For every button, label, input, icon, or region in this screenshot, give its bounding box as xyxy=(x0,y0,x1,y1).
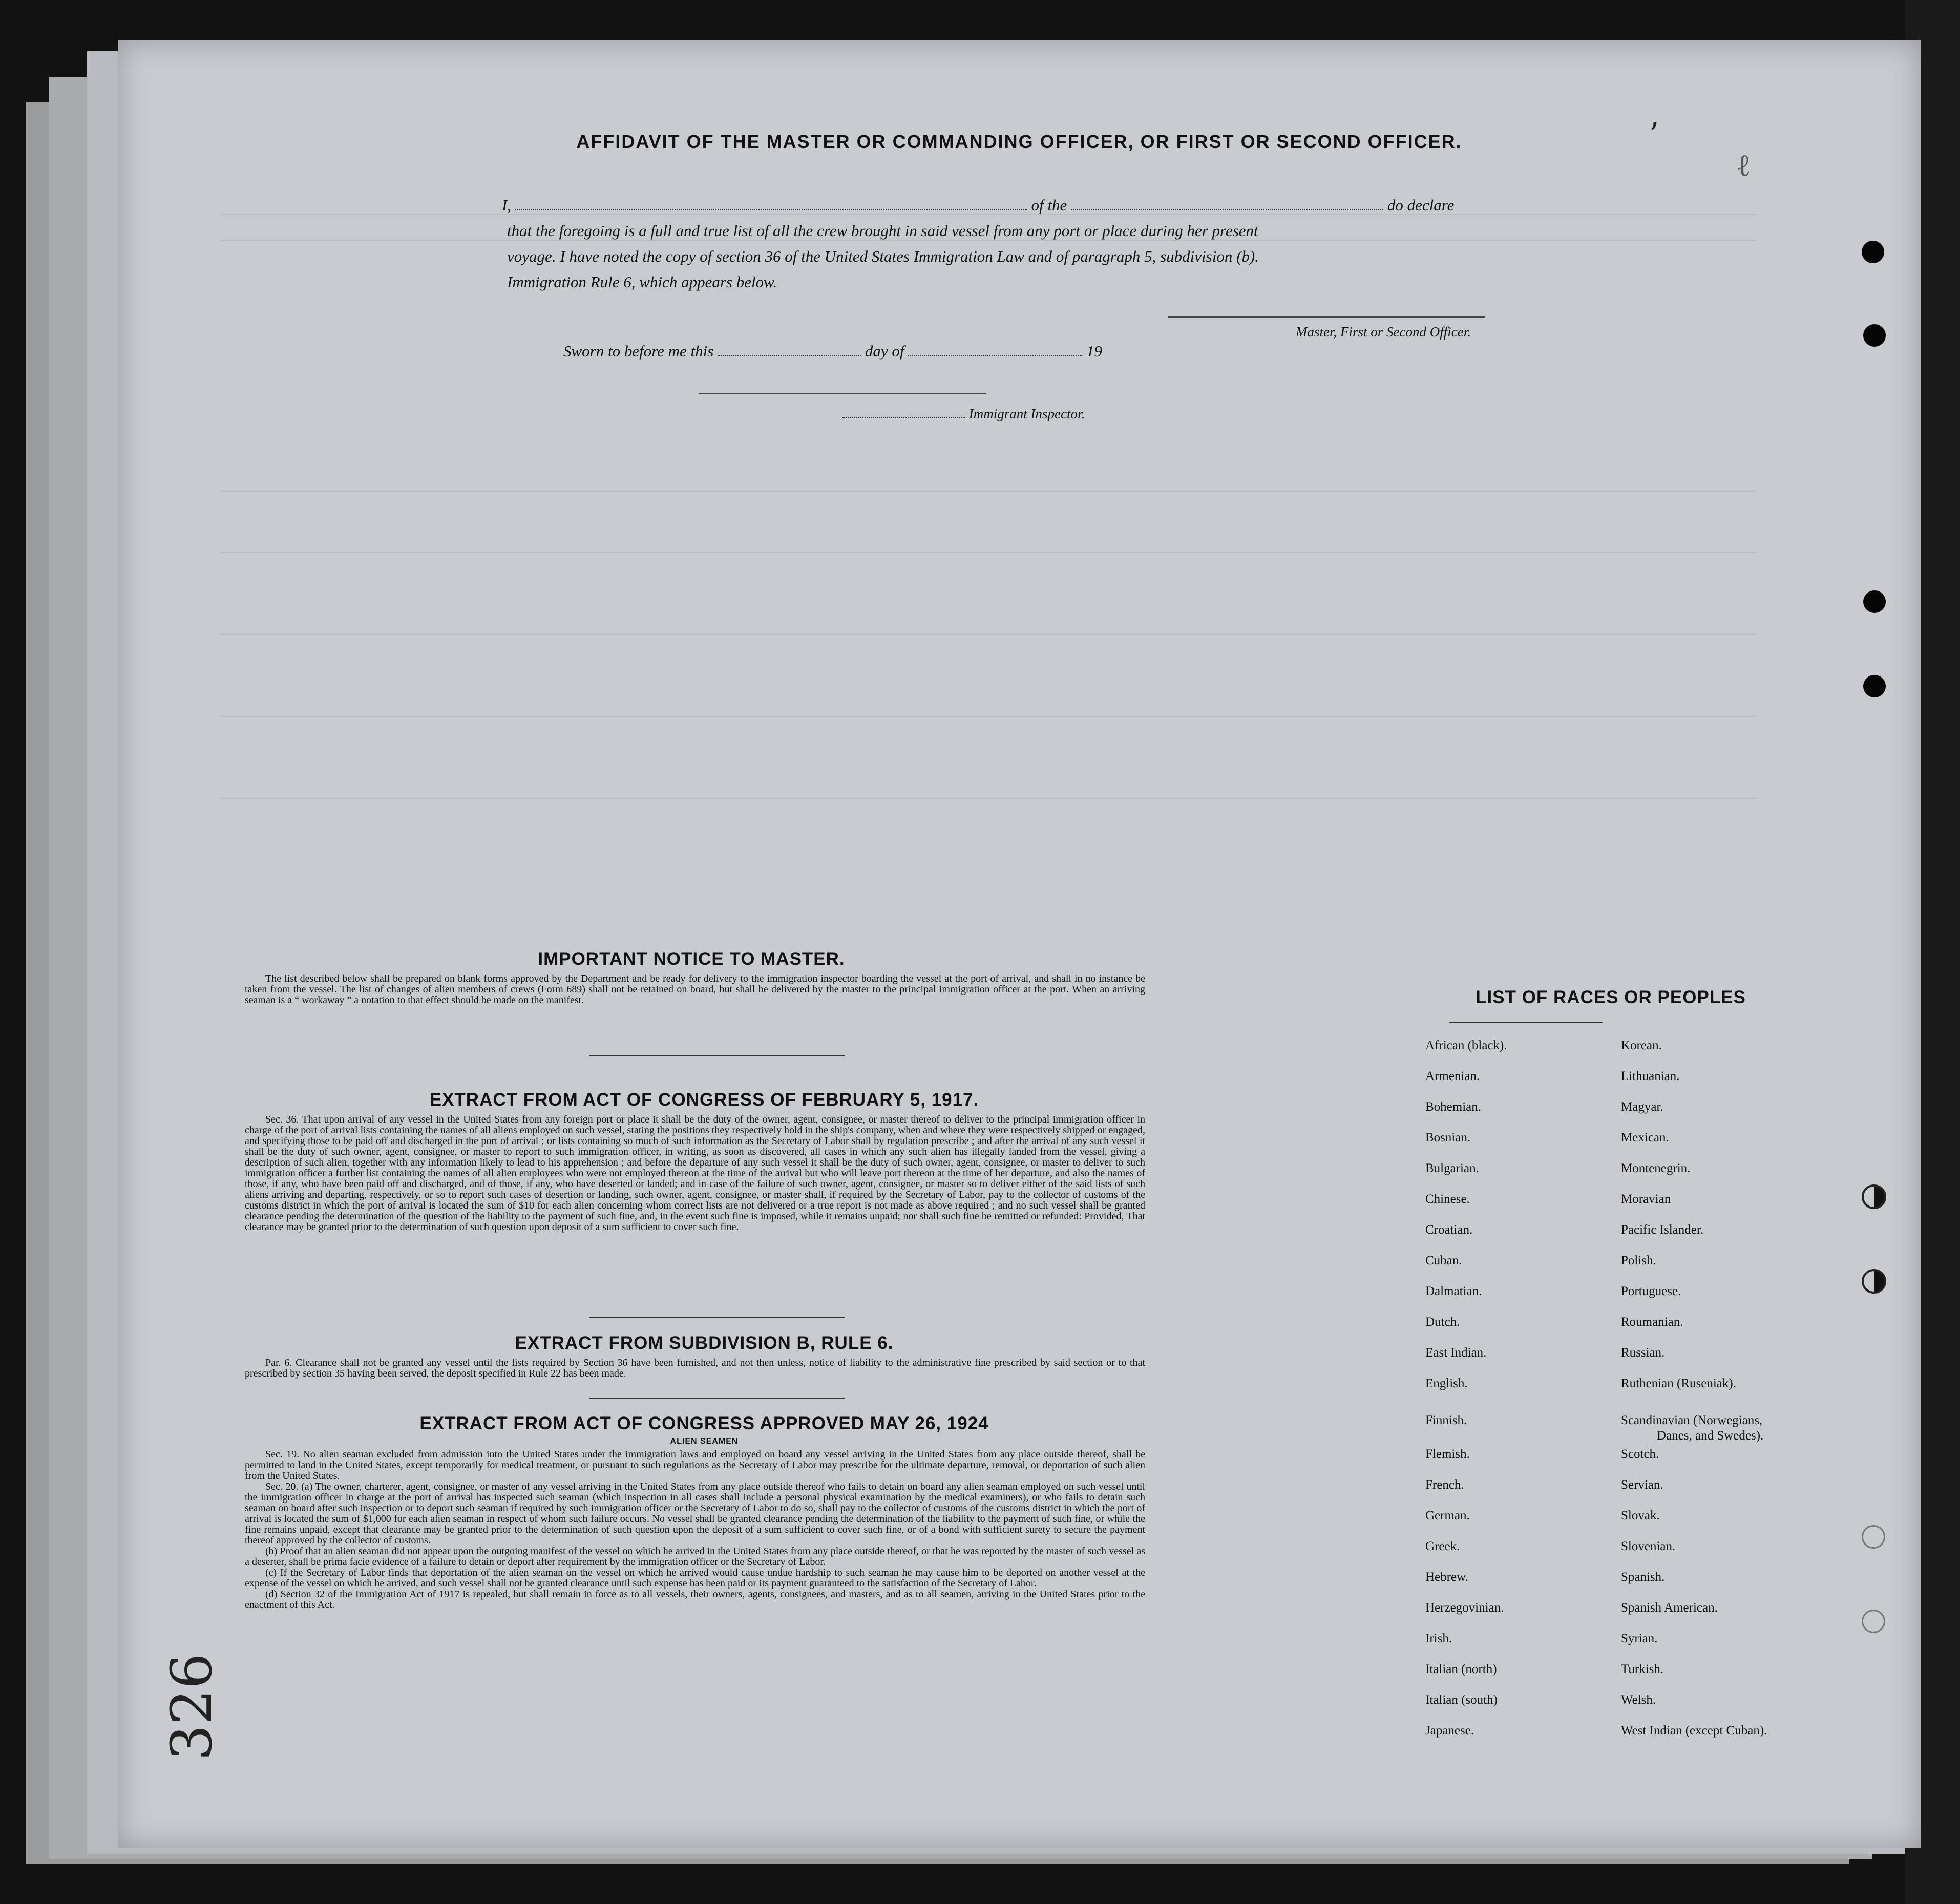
punch-hole-icon xyxy=(1863,590,1886,613)
race-item: Mexican. xyxy=(1621,1131,1669,1145)
race-item: West Indian (except Cuban). xyxy=(1621,1724,1767,1738)
race-item: Scotch. xyxy=(1621,1447,1659,1461)
inspector-label-text: Immigrant Inspector. xyxy=(968,406,1085,421)
affidavit-declaration-line xyxy=(502,196,1649,215)
race-item: Finnish. xyxy=(1425,1413,1467,1427)
race-item: Flemish. xyxy=(1425,1447,1470,1461)
race-item: Bohemian. xyxy=(1425,1100,1482,1114)
extract-rule6-title: EXTRACT FROM SUBDIVISION B, RULE 6. xyxy=(515,1333,894,1353)
signature-line[interactable] xyxy=(1168,316,1485,318)
race-item: Montenegrin. xyxy=(1621,1161,1691,1175)
affidavit-of-the-label: of the xyxy=(1031,196,1067,214)
extract-1924-paragraph: (c) If the Secretary of Labor finds that deportation of the alien seaman on the vessel on which he arrived would cause undue hardship to such seaman he may cause him to be deported on another vessel at the expense of the vessel on which he arrived, and such vessel shall not be granted clearance until such expense has been paid or its payment guaranteed to the satisfaction of the Secretary of Labor. xyxy=(245,1567,1145,1589)
affidavit-i-label: I, xyxy=(502,196,512,214)
notice-title: IMPORTANT NOTICE TO MASTER. xyxy=(538,949,845,969)
punch-hole-icon xyxy=(1863,324,1886,347)
race-item: Lithuanian. xyxy=(1621,1069,1680,1083)
inspector-blank[interactable] xyxy=(842,417,965,418)
race-item: Chinese. xyxy=(1425,1192,1470,1206)
punch-hole-icon xyxy=(1863,675,1886,697)
race-item: Syrian. xyxy=(1621,1632,1658,1645)
notice-paragraph: The list described below shall be prepared on blank forms approved by the Department and be ready for delivery to the immigration inspector boarding the vessel at the port of arrival, and shall in no instance be taken from the vessel. The list of changes of alien members of crews (Form 689) shall not be retained on board, but shall be delivered by the master to the principal immigration officer at the port. When an arriving seaman is a “ workaway ” a notation to that effect should be made on the manifest. xyxy=(245,973,1145,1006)
race-item: English. xyxy=(1425,1377,1468,1390)
extract-1917-title: EXTRACT FROM ACT OF CONGRESS OF FEBRUARY 5, 1917. xyxy=(429,1090,979,1110)
race-item: Portuguese. xyxy=(1621,1284,1681,1298)
punch-hole-icon xyxy=(1862,1184,1886,1209)
section-divider xyxy=(589,1055,845,1056)
race-item: German. xyxy=(1425,1509,1470,1522)
pencil-mark-icon: ℓ xyxy=(1736,147,1751,183)
race-item: Danes, and Swedes). xyxy=(1657,1429,1764,1443)
sworn-day-label: day of xyxy=(865,342,904,360)
race-item: Spanish. xyxy=(1621,1570,1665,1584)
extract-1924-title: EXTRACT FROM ACT OF CONGRESS APPROVED MAY 26, 1924 xyxy=(419,1413,989,1433)
races-list-title: LIST OF RACES OR PEOPLES xyxy=(1476,987,1746,1007)
race-item: Slovenian. xyxy=(1621,1539,1676,1553)
extract-1924-paragraph: (d) Section 32 of the Immigration Act of 1917 is repealed, but shall remain in force as to all vessels, their owners, agents, consignees, and masters, and as to all seamen, arriving in the United States prior to the enactment of this Act. xyxy=(245,1589,1145,1611)
race-item: Bosnian. xyxy=(1425,1131,1471,1145)
punch-hole-icon xyxy=(1862,241,1884,263)
race-item: Italian (north) xyxy=(1425,1662,1497,1676)
extract-rule6-paragraph: Par. 6. Clearance shall not be granted any vessel until the lists required by Section 36 have been furnished, and not then unless, notice of liability to the administrative fine prescribed by said section or to that prescribed by section 35 having been served, the deposit specified in Rule 22 has been made. xyxy=(245,1357,1145,1379)
signature-label: Master, First or Second Officer. xyxy=(1296,324,1471,340)
punch-hole-icon xyxy=(1862,1269,1886,1294)
race-item: Dalmatian. xyxy=(1425,1284,1482,1298)
affidavit-text-line-3: voyage. I have noted the copy of section 36 of the United States Immigration Law and of paragraph 5, subdivision (b). xyxy=(507,247,1259,265)
race-item: Italian (south) xyxy=(1425,1693,1498,1707)
affidavit-title: AFFIDAVIT OF THE MASTER OR COMMANDING OFFICER, OR FIRST OR SECOND OFFICER. xyxy=(576,131,1462,152)
race-item: Roumanian. xyxy=(1621,1315,1683,1329)
race-item: French. xyxy=(1425,1478,1464,1492)
punch-hole-icon xyxy=(1862,1525,1885,1549)
handwritten-margin-note: 326 xyxy=(159,1653,224,1761)
extract-1924-subtitle: ALIEN SEAMEN xyxy=(670,1437,739,1446)
race-item: Bulgarian. xyxy=(1425,1161,1479,1175)
vessel-blank[interactable] xyxy=(1071,209,1383,210)
extract-1924-paragraph: (b) Proof that an alien seaman did not appear upon the outgoing manifest of the vessel on which he arrived in the United States from any place outside thereof, or that he was reported by the master of such vessel as a deserter, shall be prima facie evidence of a failure to detain or deport after requirement by the immigration officer or the Secretary of Labor. xyxy=(245,1546,1145,1568)
race-item: East Indian. xyxy=(1425,1346,1487,1360)
section-divider xyxy=(1449,1022,1603,1023)
race-item: Slovak. xyxy=(1621,1509,1660,1522)
extract-1917-paragraph: Sec. 36. That upon arrival of any vessel in the United States from any foreign port or place it shall be the duty of the owner, agent, consignee, or master thereof to deliver to the principal immigration officer in charge of the port of arrival lists containing the names of all aliens employed on such vessel, stating the positions they respectively hold in the ship's company, when and where they were respectively shipped or engaged, and specifying those to be paid off and discharged in the port of arrival ; or lists containing so much of such information as the Secretary of Labor shall by regulation prescribe ; and after the arrival of any such vessel it shall be the duty of such owner, agent, consignee, or master to report to such immigration officer, in writing, as soon as discovered, all cases in which any such alien has illegally landed from the vessel, giving a description of such alien, together with any information likely to lead to his apprehension ; and before the departure of any such vessel it shall be the duty of such owner, agent, consignee, or master to deliver to such immigration officer a further list containing the names of all alien employees who were not employed thereon at the time of the arrival but who will leave port thereon at the time of her departure, and also the names of those, if any, who have been paid off and discharged, and of those, if any, who have deserted or landed; and in case of the failure of such owner, agent, consignee, or master so to deliver either of the said lists of such aliens arriving and departing, respectively, or so to report such cases of desertion or landing, such owner, agent, consignee, or master shall, if required by the Secretary of Labor, pay to the collector of customs of the customs district in which the port of arrival is located the sum of $10 for each alien concerning whom correct lists are not delivered or a true report is not made as above required ; and no such vessel shall be granted clearance pending the determination of the question of the liability to the payment of such fine, and, in the event such fine is imposed, while it remains unpaid; nor shall such fine be remitted or refunded: Provided, That clearance may be granted prior to the determination of such question upon deposit of a sum sufficient to cover such fine. xyxy=(245,1114,1145,1233)
extract-1924-paragraph: Sec. 19. No alien seaman excluded from admission into the United States under the immigration laws and employed on board any vessel arriving in the United States from any place outside thereof, shall be permitted to land in the United States, except temporarily for medical treatment, or pursuant to such regulations as the Secretary of Labor may prescribe for the ultimate departure, removal, or deportation of such alien from the United States. xyxy=(245,1449,1145,1482)
race-item: Cuban. xyxy=(1425,1254,1462,1267)
race-item: Magyar. xyxy=(1621,1100,1663,1114)
section-divider xyxy=(589,1398,845,1399)
section-divider xyxy=(589,1317,845,1318)
race-item: Scandinavian (Norwegians, xyxy=(1621,1413,1763,1427)
race-item: Ruthenian (Ruseniak). xyxy=(1621,1377,1736,1390)
race-item: Servian. xyxy=(1621,1478,1663,1492)
race-item: Spanish American. xyxy=(1621,1601,1718,1615)
extract-1924-paragraph: Sec. 20. (a) The owner, charterer, agent, consignee, or master of any vessel arriving in the United States from any place outside thereof who fails to detain on board any alien seaman employed on such vessel until the immigration officer in charge at the port of arrival has inspected such seaman (which inspection in all cases shall include a personal physical examination by the medical examiners), or who fails to detain such seaman on board after such inspection or to deport such seaman if required by such immigration officer or the Secretary of Labor to do so, shall pay to the collector of customs of the customs district in which the port of arrival is located the sum of $1,000 for each alien seaman in respect of whom such failure occurs. No vessel shall be granted clearance pending the determination of the liability to the payment of such fine, or while the fine remains unpaid, except that clearance may be granted prior to the determination of such question upon the deposit of a sum sufficient to cover such fine, or of a bond with sufficient surety to secure the payment thereof approved by the collector of customs. xyxy=(245,1481,1145,1546)
sworn-prefix: Sworn to before me this xyxy=(563,342,714,360)
race-item: Hebrew. xyxy=(1425,1570,1468,1584)
extract-1924-text xyxy=(245,1449,1145,1611)
inspector-signature-line[interactable] xyxy=(699,393,986,394)
affidavit-text-line-4: Immigration Rule 6, which appears below. xyxy=(507,273,777,291)
inspector-label xyxy=(842,406,1085,422)
race-item: Turkish. xyxy=(1621,1662,1664,1676)
sworn-year-label: 19 xyxy=(1086,342,1102,360)
race-item: Japanese. xyxy=(1425,1724,1474,1738)
sworn-month-blank[interactable] xyxy=(908,355,1082,356)
race-item: Pacific Islander. xyxy=(1621,1223,1704,1237)
race-item: Welsh. xyxy=(1621,1693,1656,1707)
race-item: Greek. xyxy=(1425,1539,1460,1553)
race-item: Polish. xyxy=(1621,1254,1656,1267)
affidavit-text-line-2: that the foregoing is a full and true list of all the crew brought in said vessel from any port or place during her present xyxy=(507,222,1258,240)
race-item: Dutch. xyxy=(1425,1315,1460,1329)
pencil-tick-mark-icon: ’ xyxy=(1649,117,1659,153)
punch-hole-icon xyxy=(1862,1610,1885,1633)
extract-rule6-text xyxy=(245,1358,1145,1379)
race-item: Moravian xyxy=(1621,1192,1671,1206)
race-item: Armenian. xyxy=(1425,1069,1480,1083)
race-item: Herzegovinian. xyxy=(1425,1601,1504,1615)
sworn-day-blank[interactable] xyxy=(718,355,861,356)
race-item: Irish. xyxy=(1425,1632,1452,1645)
race-item: African (black). xyxy=(1425,1039,1507,1052)
race-item: Croatian. xyxy=(1425,1223,1473,1237)
race-item: Russian. xyxy=(1621,1346,1665,1360)
name-blank[interactable] xyxy=(515,209,1027,210)
notice-text xyxy=(245,974,1145,1006)
race-item: Korean. xyxy=(1621,1039,1662,1052)
sworn-line xyxy=(563,342,1332,361)
affidavit-declare-label: do declare xyxy=(1387,196,1455,214)
document-page xyxy=(118,40,1921,1848)
extract-1917-text xyxy=(245,1114,1145,1233)
